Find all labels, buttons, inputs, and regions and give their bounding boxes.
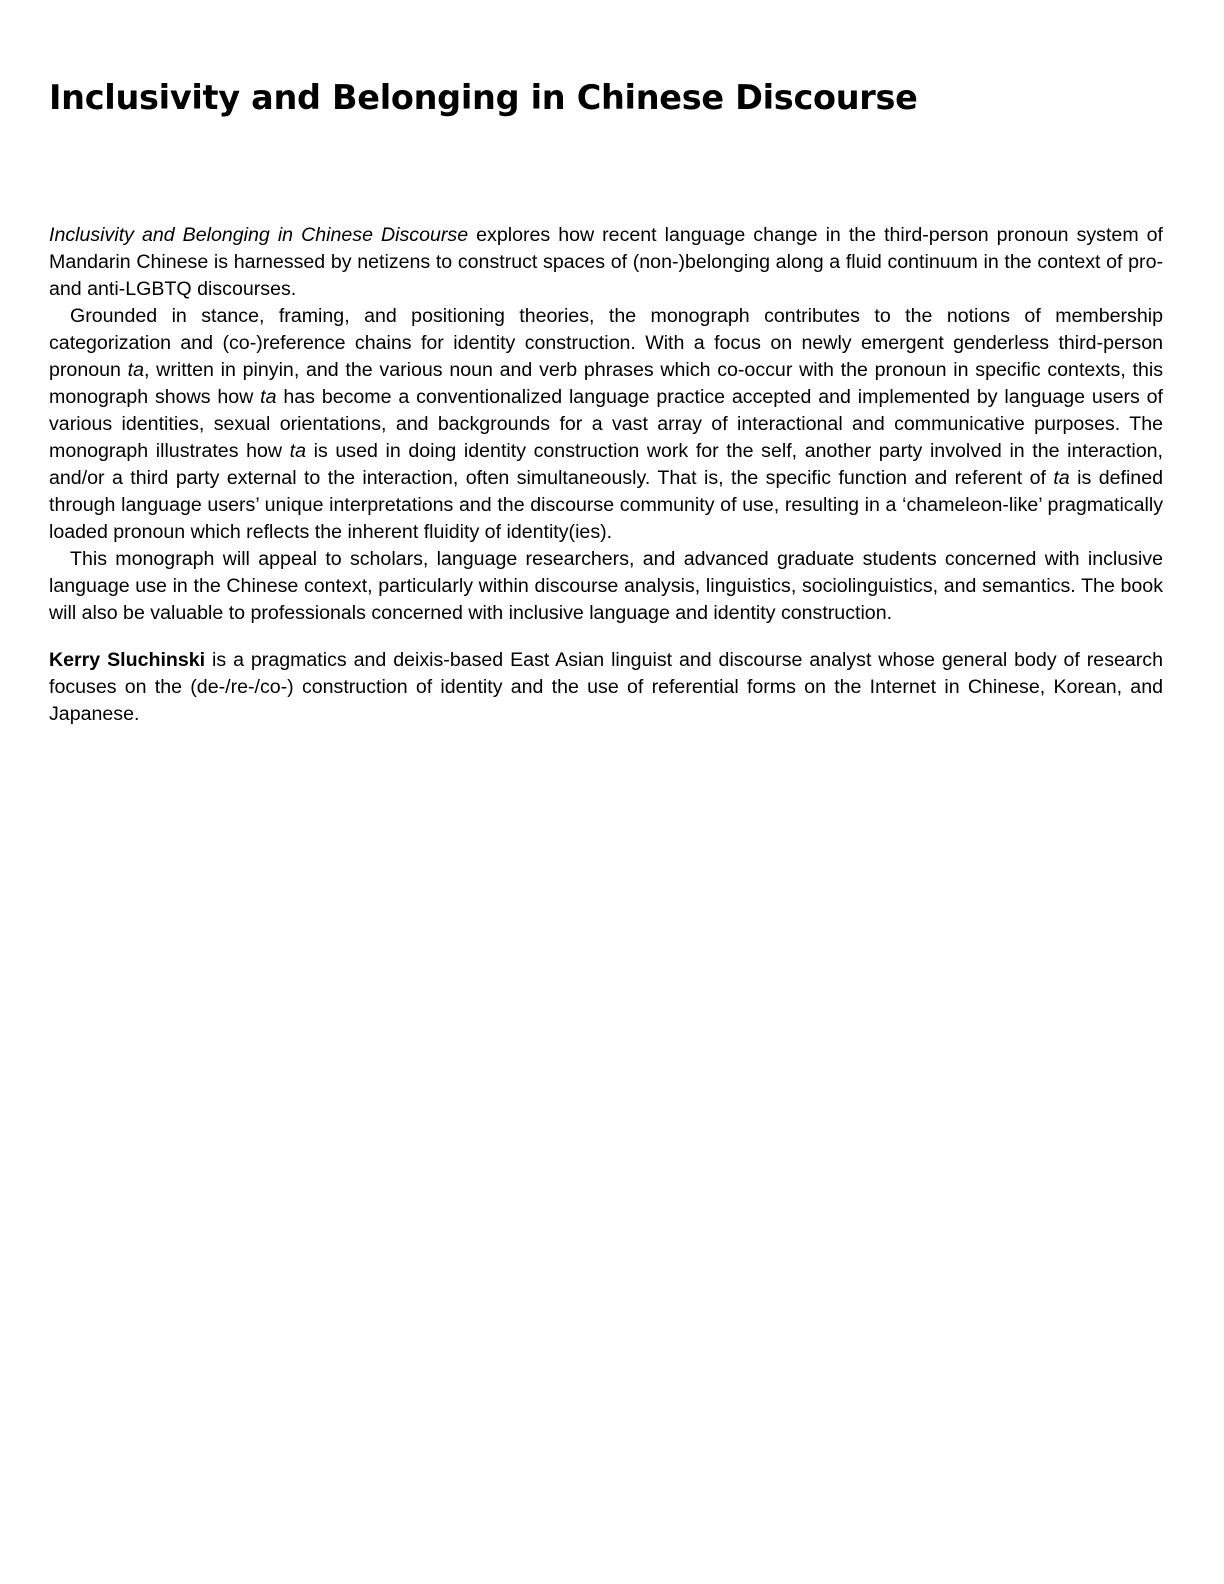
pronoun-ta-italic: ta [289, 440, 307, 462]
document-body [49, 222, 1163, 728]
book-title-italic: Inclusivity and Belonging in Chinese Discourse [49, 224, 469, 246]
description-paragraph-2 [49, 303, 1163, 546]
author-name: Kerry Sluchinski [49, 649, 206, 671]
paragraph-2-text-1: Grounded in stance, framing, and positioning theories, the monograph contributes to the notions of membership categorization and (co-)reference chains for identity construction. With a focus on newly emergent genderless third-person pronoun [49, 305, 1163, 381]
pronoun-ta-italic: ta [127, 359, 144, 381]
paragraph-2-text-4: is used in doing identity construction work for the self, another party involved in the interaction, and/or a third party external to the interaction, often simultaneously. That is, the specific function and referent of [49, 440, 1163, 489]
paragraph-2-text-2: , written in pinyin, and the various noun and verb phrases which co-occur with the pronoun in specific contexts, this monograph shows how [49, 359, 1163, 408]
paragraph-1-text: explores how recent language change in the third-person pronoun system of Mandarin Chinese is harnessed by netizens to construct spaces of (non-)belonging along a fluid continuum in the context of pro- and anti-LGBTQ discourses. [49, 224, 1163, 300]
page-title: Inclusivity and Belonging in Chinese Discourse [49, 78, 918, 117]
paragraph-2-text-5: is defined through language users’ unique interpretations and the discourse community of use, resulting in a ‘chameleon-like’ pragmatically loaded pronoun which reflects the inherent fluidity of identity(ies). [49, 467, 1163, 543]
pronoun-ta-italic: ta [1053, 467, 1070, 489]
description-paragraph-1 [49, 222, 1163, 303]
paragraph-2-text-3: has become a conventionalized language practice accepted and implemented by language users of various identities, sexual orientations, and backgrounds for a vast array of interactional and communicative purposes. The monograph illustrates how [49, 386, 1163, 462]
author-bio-paragraph [49, 647, 1163, 728]
description-paragraph-3: This monograph will appeal to scholars, language researchers, and advanced graduate students concerned with inclusive language use in the Chinese context, particularly within discourse analysis, linguistics, sociolinguistics, and semantics. The book will also be valuable to professionals concerned with inclusive language and identity construction. [49, 548, 1163, 624]
pronoun-ta-italic: ta [260, 386, 277, 408]
author-bio-text: is a pragmatics and deixis-based East Asian linguist and discourse analyst whose general body of research focuses on the (de-/re-/co-) construction of identity and the use of referential forms on the Internet in Chinese, Korean, and Japanese. [49, 649, 1163, 725]
